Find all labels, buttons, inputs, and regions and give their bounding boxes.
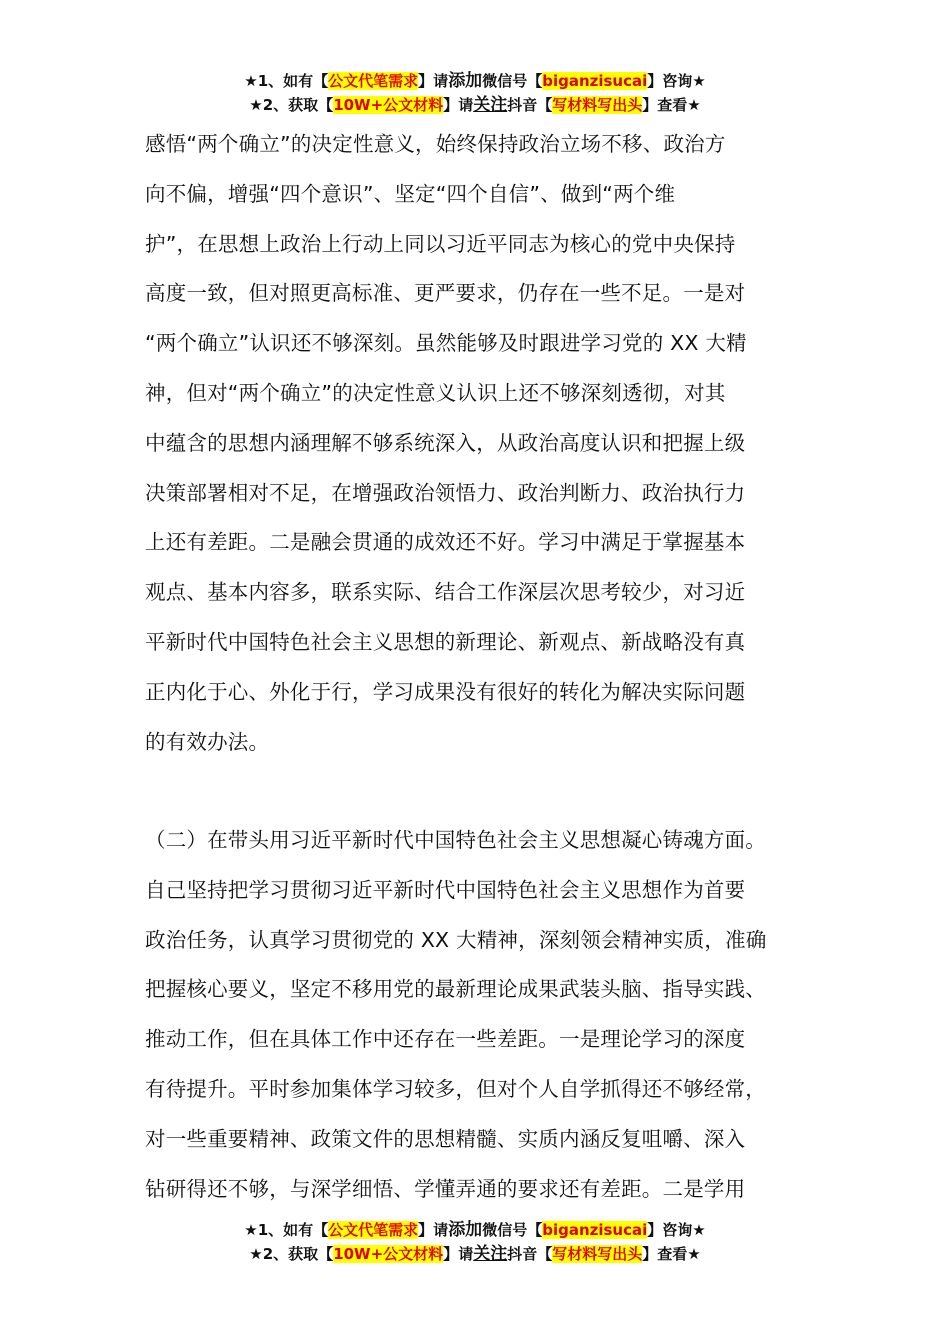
text-line: 推动工作，但在具体工作中还存在一些差距。一是理论学习的深度 xyxy=(145,1027,746,1052)
highlight-douyin-account: 写材料写出头 xyxy=(552,1245,643,1263)
highlight-writing-service: 公文代笔需求 xyxy=(328,72,419,90)
text-line: 正内化于心、外化于行，学习成果没有很好的转化为解决实际问题 xyxy=(145,679,746,704)
highlight-materials: 10W+公文材料 xyxy=(333,96,444,114)
banner-line-2: ★2、获取【10W+公文材料】请关注抖音【写材料写出头】查看★ xyxy=(249,95,701,115)
body-paragraph-1 xyxy=(145,120,815,767)
text-line: 钻研得还不够，与深学细悟、学懂弄通的要求还有差距。二是学用 xyxy=(145,1176,746,1201)
highlight-writing-service: 公文代笔需求 xyxy=(328,1221,419,1239)
text-line: 观点、基本内容多，联系实际、结合工作深层次思考较少，对习近 xyxy=(145,580,746,605)
section-heading: （二）在带头用习近平新时代中国特色社会主义思想凝心铸魂方面。 xyxy=(145,828,766,852)
text-line: 平新时代中国特色社会主义思想的新理论、新观点、新战略没有真 xyxy=(145,629,746,654)
body-paragraph-2 xyxy=(145,816,815,1214)
highlight-douyin-account: 写材料写出头 xyxy=(552,96,643,114)
text-line: “两个确立”认识还不够深刻。虽然能够及时跟进学习党的 XX 大精 xyxy=(145,331,747,356)
text-line: 感悟“两个确立”的决定性意义，始终保持政治立场不移、政治方 xyxy=(145,132,726,156)
text-line: 对一些重要精神、政策文件的思想精髓、实质内涵反复咀嚼、深入 xyxy=(145,1126,746,1151)
highlight-materials: 10W+公文材料 xyxy=(333,1245,444,1263)
text-line: 神，但对“两个确立”的决定性意义认识上还不够深刻透彻，对其 xyxy=(145,380,726,405)
banner-line-1: ★1、如有【公文代笔需求】请添加微信号【biganzisucai】咨询★ xyxy=(244,1220,706,1240)
text-line: 的有效办法。 xyxy=(145,729,270,754)
text-line: 中蕴含的思想内涵理解不够系统深入，从政治高度认识和把握上级 xyxy=(145,430,746,455)
text-line: 有待提升。平时参加集体学习较多，但对个人自学抓得还不够经常， xyxy=(145,1076,766,1101)
text-line: 决策部署相对不足，在增强政治领悟力、政治判断力、政治执行力 xyxy=(145,480,746,505)
text-line: 高度一致，但对照更高标准、更严要求，仍存在一些不足。一是对 xyxy=(145,281,746,306)
text-line: 上还有差距。二是融会贯通的成效还不好。学习中满足于掌握基本 xyxy=(145,530,746,555)
text-line: 政治任务，认真学习贯彻党的 XX 大精神，深刻领会精神实质，准确 xyxy=(145,927,767,952)
footer-banner xyxy=(0,1218,950,1266)
header-banner xyxy=(0,69,950,117)
text-line: 护”，在思想上政治上行动上同以习近平同志为核心的党中央保持 xyxy=(145,231,736,256)
banner-line-2: ★2、获取【10W+公文材料】请关注抖音【写材料写出头】查看★ xyxy=(249,1244,701,1264)
highlight-wechat-id: biganzisucai xyxy=(542,1221,648,1239)
text-line: 把握核心要义，坚定不移用党的最新理论成果武装头脑、指导实践、 xyxy=(145,977,766,1002)
text-line: 向不偏，增强“四个意识”、坚定“四个自信”、做到“两个维 xyxy=(145,181,676,206)
highlight-wechat-id: biganzisucai xyxy=(542,72,648,90)
banner-line-1: ★1、如有【公文代笔需求】请添加微信号【biganzisucai】咨询★ xyxy=(244,71,706,91)
text-line: 自己坚持把学习贯彻习近平新时代中国特色社会主义思想作为首要 xyxy=(145,877,746,902)
